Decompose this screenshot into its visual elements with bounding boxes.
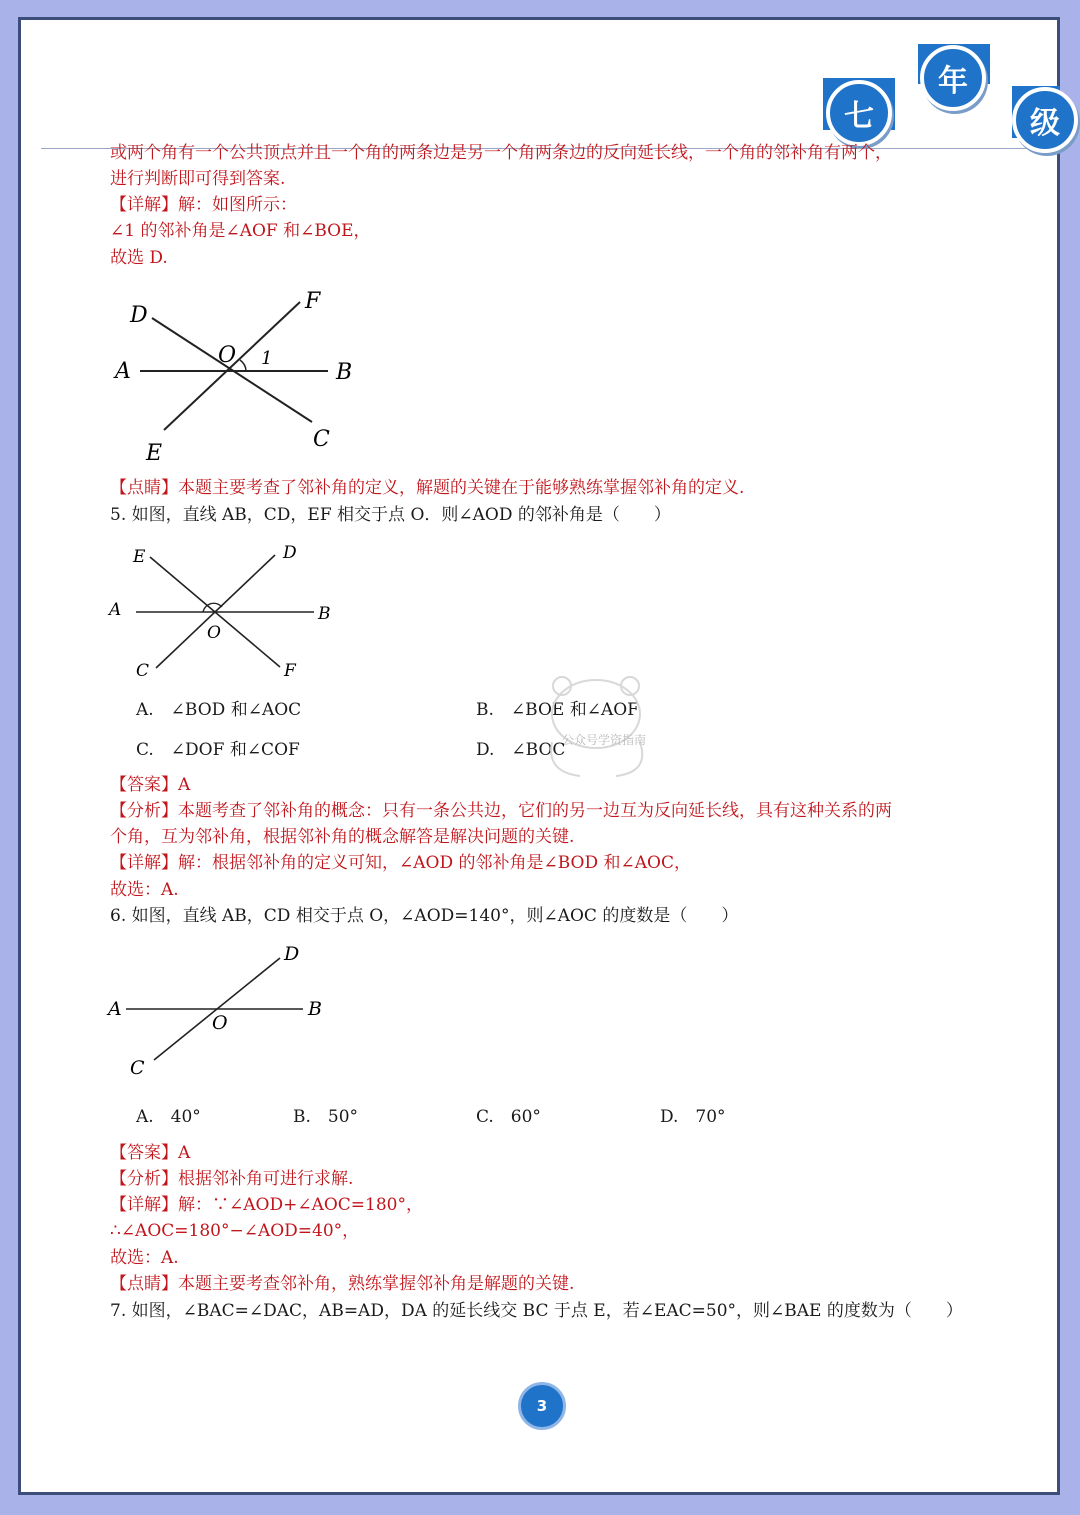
q6-answer: 【答案】A bbox=[110, 1143, 191, 1163]
q4-detail-line2: ∠1 的邻补角是∠AOF 和∠BOE， bbox=[110, 221, 371, 241]
q4-figure bbox=[100, 280, 380, 470]
q4-detail bbox=[110, 192, 297, 218]
q6-label-b: B bbox=[308, 998, 322, 1020]
q5-stem: 5. 如图，直线 AB，CD，EF 相交于点 O．则∠AOD 的邻补角是（ ） bbox=[110, 505, 671, 525]
q4-label-e: E bbox=[146, 441, 163, 466]
q5-option-d[interactable]: D. ∠BOC bbox=[476, 740, 566, 760]
q6-option-b[interactable]: B. 50° bbox=[293, 1107, 359, 1127]
q6-label-d: D bbox=[284, 943, 300, 965]
q4-label-one: 1 bbox=[261, 348, 273, 369]
q4-detail-line3: 故选 D. bbox=[110, 248, 168, 268]
q5-label-o: O bbox=[207, 623, 221, 643]
q6-detail-line2: ∴∠AOC=180°−∠AOD=40°， bbox=[110, 1221, 360, 1241]
watermark-text: 公众号学资指南 bbox=[562, 733, 647, 747]
q4-analysis-line1: 或两个角有一个公共顶点并且一个角的两条边是另一个角两条边的反向延长线，一个角的邻补角有两个， bbox=[110, 143, 892, 163]
q6-label-c: C bbox=[130, 1057, 145, 1079]
q5-label-b: B bbox=[318, 604, 331, 624]
q4-label-f: F bbox=[305, 289, 321, 314]
q4-label-c: C bbox=[313, 427, 330, 452]
page-number: 3 bbox=[518, 1382, 566, 1430]
grade-badge-level: 级 bbox=[1012, 87, 1078, 153]
q6-figure bbox=[100, 938, 350, 1088]
q6-option-c[interactable]: C. 60° bbox=[476, 1107, 541, 1127]
q5-answer: 【答案】A bbox=[110, 775, 191, 795]
q4-point-label: 【点睛】 bbox=[110, 478, 178, 498]
grade-badge-year: 年 bbox=[920, 45, 986, 111]
q4-detail-text: 解：如图所示： bbox=[178, 195, 297, 215]
q5-label-f: F bbox=[284, 661, 296, 681]
q4-label-d: D bbox=[130, 303, 148, 328]
q6-analysis: 【分析】根据邻补角可进行求解. bbox=[110, 1169, 354, 1189]
q4-point bbox=[110, 475, 744, 501]
q4-label-a: A bbox=[115, 359, 131, 384]
q6-stem: 6. 如图，直线 AB，CD 相交于点 O，∠AOD=140°，则∠AOC 的度数是（ ） bbox=[110, 906, 739, 926]
grade-badge-seven: 七 bbox=[826, 80, 892, 146]
q5-figure bbox=[100, 535, 350, 685]
q5-analysis-line2: 个角，互为邻补角，根据邻补角的概念解答是解决问题的关键. bbox=[110, 827, 575, 847]
q5-option-c[interactable]: C. ∠DOF 和∠COF bbox=[136, 740, 300, 760]
q6-label-o: O bbox=[212, 1012, 228, 1034]
q6-detail-line1: 【详解】解：∵∠AOD+∠AOC=180°， bbox=[110, 1195, 423, 1215]
q4-angle-1-arc bbox=[240, 360, 246, 371]
q5-choose: 故选：A. bbox=[110, 880, 179, 900]
q5-label-e: E bbox=[133, 547, 146, 567]
q5-label-c: C bbox=[136, 661, 150, 681]
q5-label-a: A bbox=[109, 600, 122, 620]
bear-watermark-icon bbox=[540, 672, 675, 782]
q5-detail: 【详解】解：根据邻补角的定义可知，∠AOD 的邻补角是∠BOD 和∠AOC， bbox=[110, 853, 691, 873]
q6-option-a[interactable]: A. 40° bbox=[136, 1107, 201, 1127]
q5-option-a[interactable]: A. ∠BOD 和∠AOC bbox=[136, 700, 302, 720]
q4-detail-label: 【详解】 bbox=[110, 195, 178, 215]
q4-label-b: B bbox=[336, 360, 353, 385]
q6-point: 【点睛】本题主要考查邻补角，熟练掌握邻补角是解题的关键. bbox=[110, 1274, 575, 1294]
q4-analysis-line2: 进行判断即可得到答案. bbox=[110, 169, 286, 189]
q6-option-d[interactable]: D. 70° bbox=[660, 1107, 726, 1127]
q5-option-b[interactable]: B. ∠BOE 和∠AOF bbox=[476, 700, 639, 720]
q6-choose: 故选：A. bbox=[110, 1248, 179, 1268]
q4-label-o: O bbox=[218, 343, 237, 368]
q7-stem: 7. 如图，∠BAC=∠DAC，AB=AD，DA 的延长线交 BC 于点 E，若∠EAC=50°，则∠BAE 的度数为（ ） bbox=[110, 1301, 963, 1321]
q6-label-a: A bbox=[108, 998, 122, 1020]
q5-analysis-line1: 【分析】本题考查了邻补角的概念：只有一条公共边，它们的另一边互为反向延长线，具有这种关系的两 bbox=[110, 801, 892, 821]
q4-point-text: 本题主要考查了邻补角的定义，解题的关键在于能够熟练掌握邻补角的定义. bbox=[178, 478, 745, 498]
q5-label-d: D bbox=[283, 543, 297, 563]
